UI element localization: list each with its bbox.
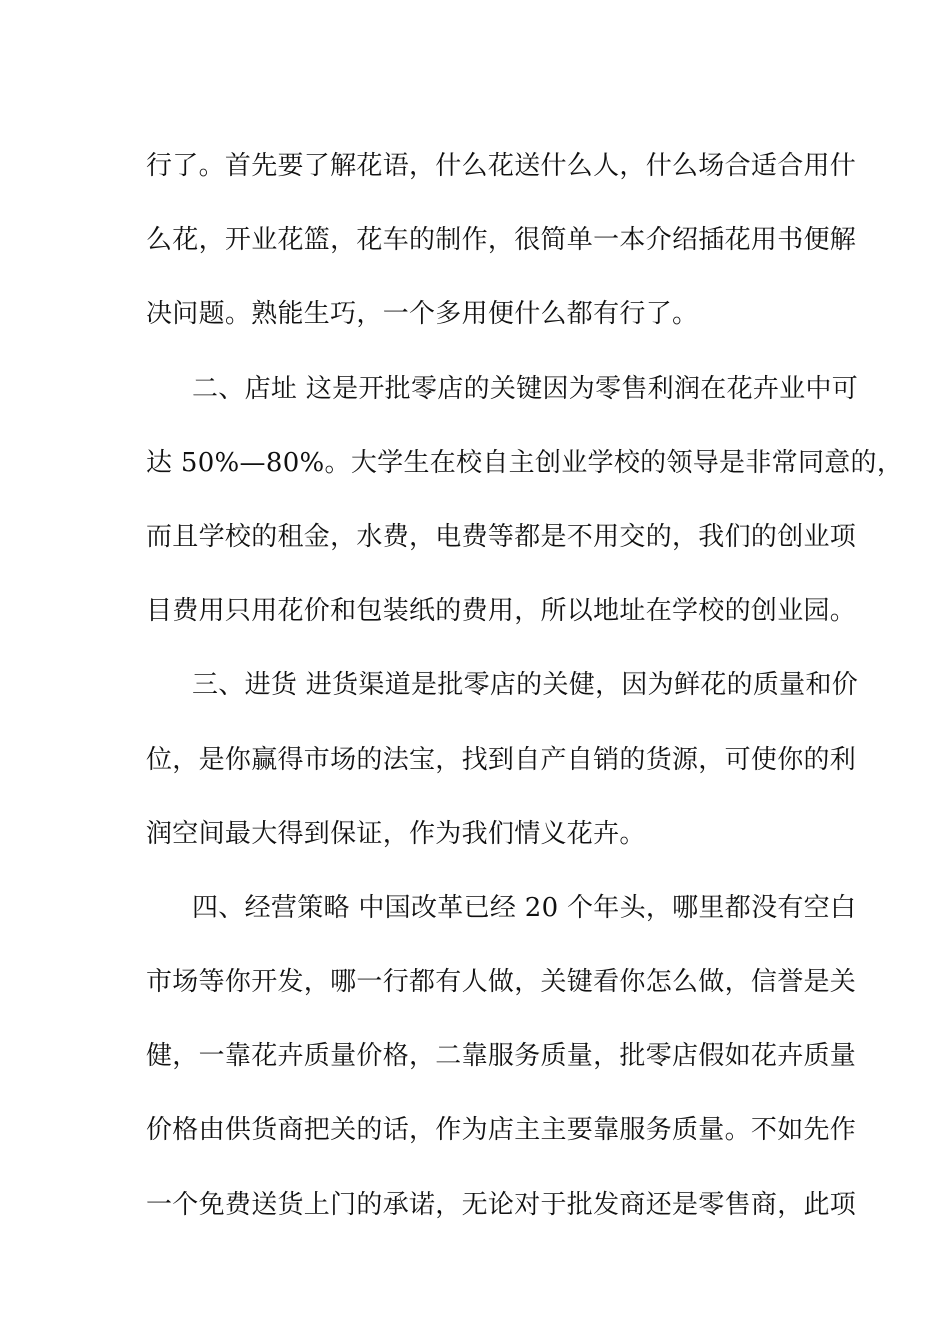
- section-heading-line: 四、经营策略 中国改革已经 20 个年头，哪里都没有空白: [192, 892, 857, 923]
- text-line: 健，一靠花卉质量价格，二靠服务质量，批零店假如花卉质量: [146, 1041, 857, 1072]
- section-heading-line: 二、店址 这是开批零店的关键因为零售利润在花卉业中可: [192, 373, 859, 404]
- text-line: 市场等你开发，哪一行都有人做，关键看你怎么做，信誉是关: [146, 967, 857, 998]
- text-line: 位，是你赢得市场的法宝，找到自产自销的货源，可使你的利: [146, 744, 857, 775]
- text-line: 一个免费送货上门的承诺，无论对于批发商还是零售商，此项: [146, 1189, 857, 1220]
- text-line: 决问题。熟能生巧，一个多用便什么都有行了。: [146, 299, 699, 330]
- document-body: [146, 129, 904, 1242]
- text-line: 价格由供货商把关的话，作为店主主要靠服务质量。不如先作: [146, 1115, 857, 1146]
- text-line: 么花，开业花篮，花车的制作，很简单一本介绍插花用书便解: [146, 225, 857, 256]
- text-line: 而且学校的租金，水费，电费等都是不用交的，我们的创业项: [146, 521, 857, 552]
- text-line: 达 50%—80%。大学生在校自主创业学校的领导是非常同意的，: [146, 447, 904, 478]
- text-line: 行了。首先要了解花语，什么花送什么人，什么场合适合用什: [146, 151, 857, 181]
- text-line: 润空间最大得到保证，作为我们情义花卉。: [146, 818, 646, 849]
- section-heading-line: 三、进货 进货渠道是批零店的关健，因为鲜花的质量和价: [192, 670, 859, 701]
- text-line: 目费用只用花价和包装纸的费用，所以地址在学校的创业园。: [146, 596, 857, 627]
